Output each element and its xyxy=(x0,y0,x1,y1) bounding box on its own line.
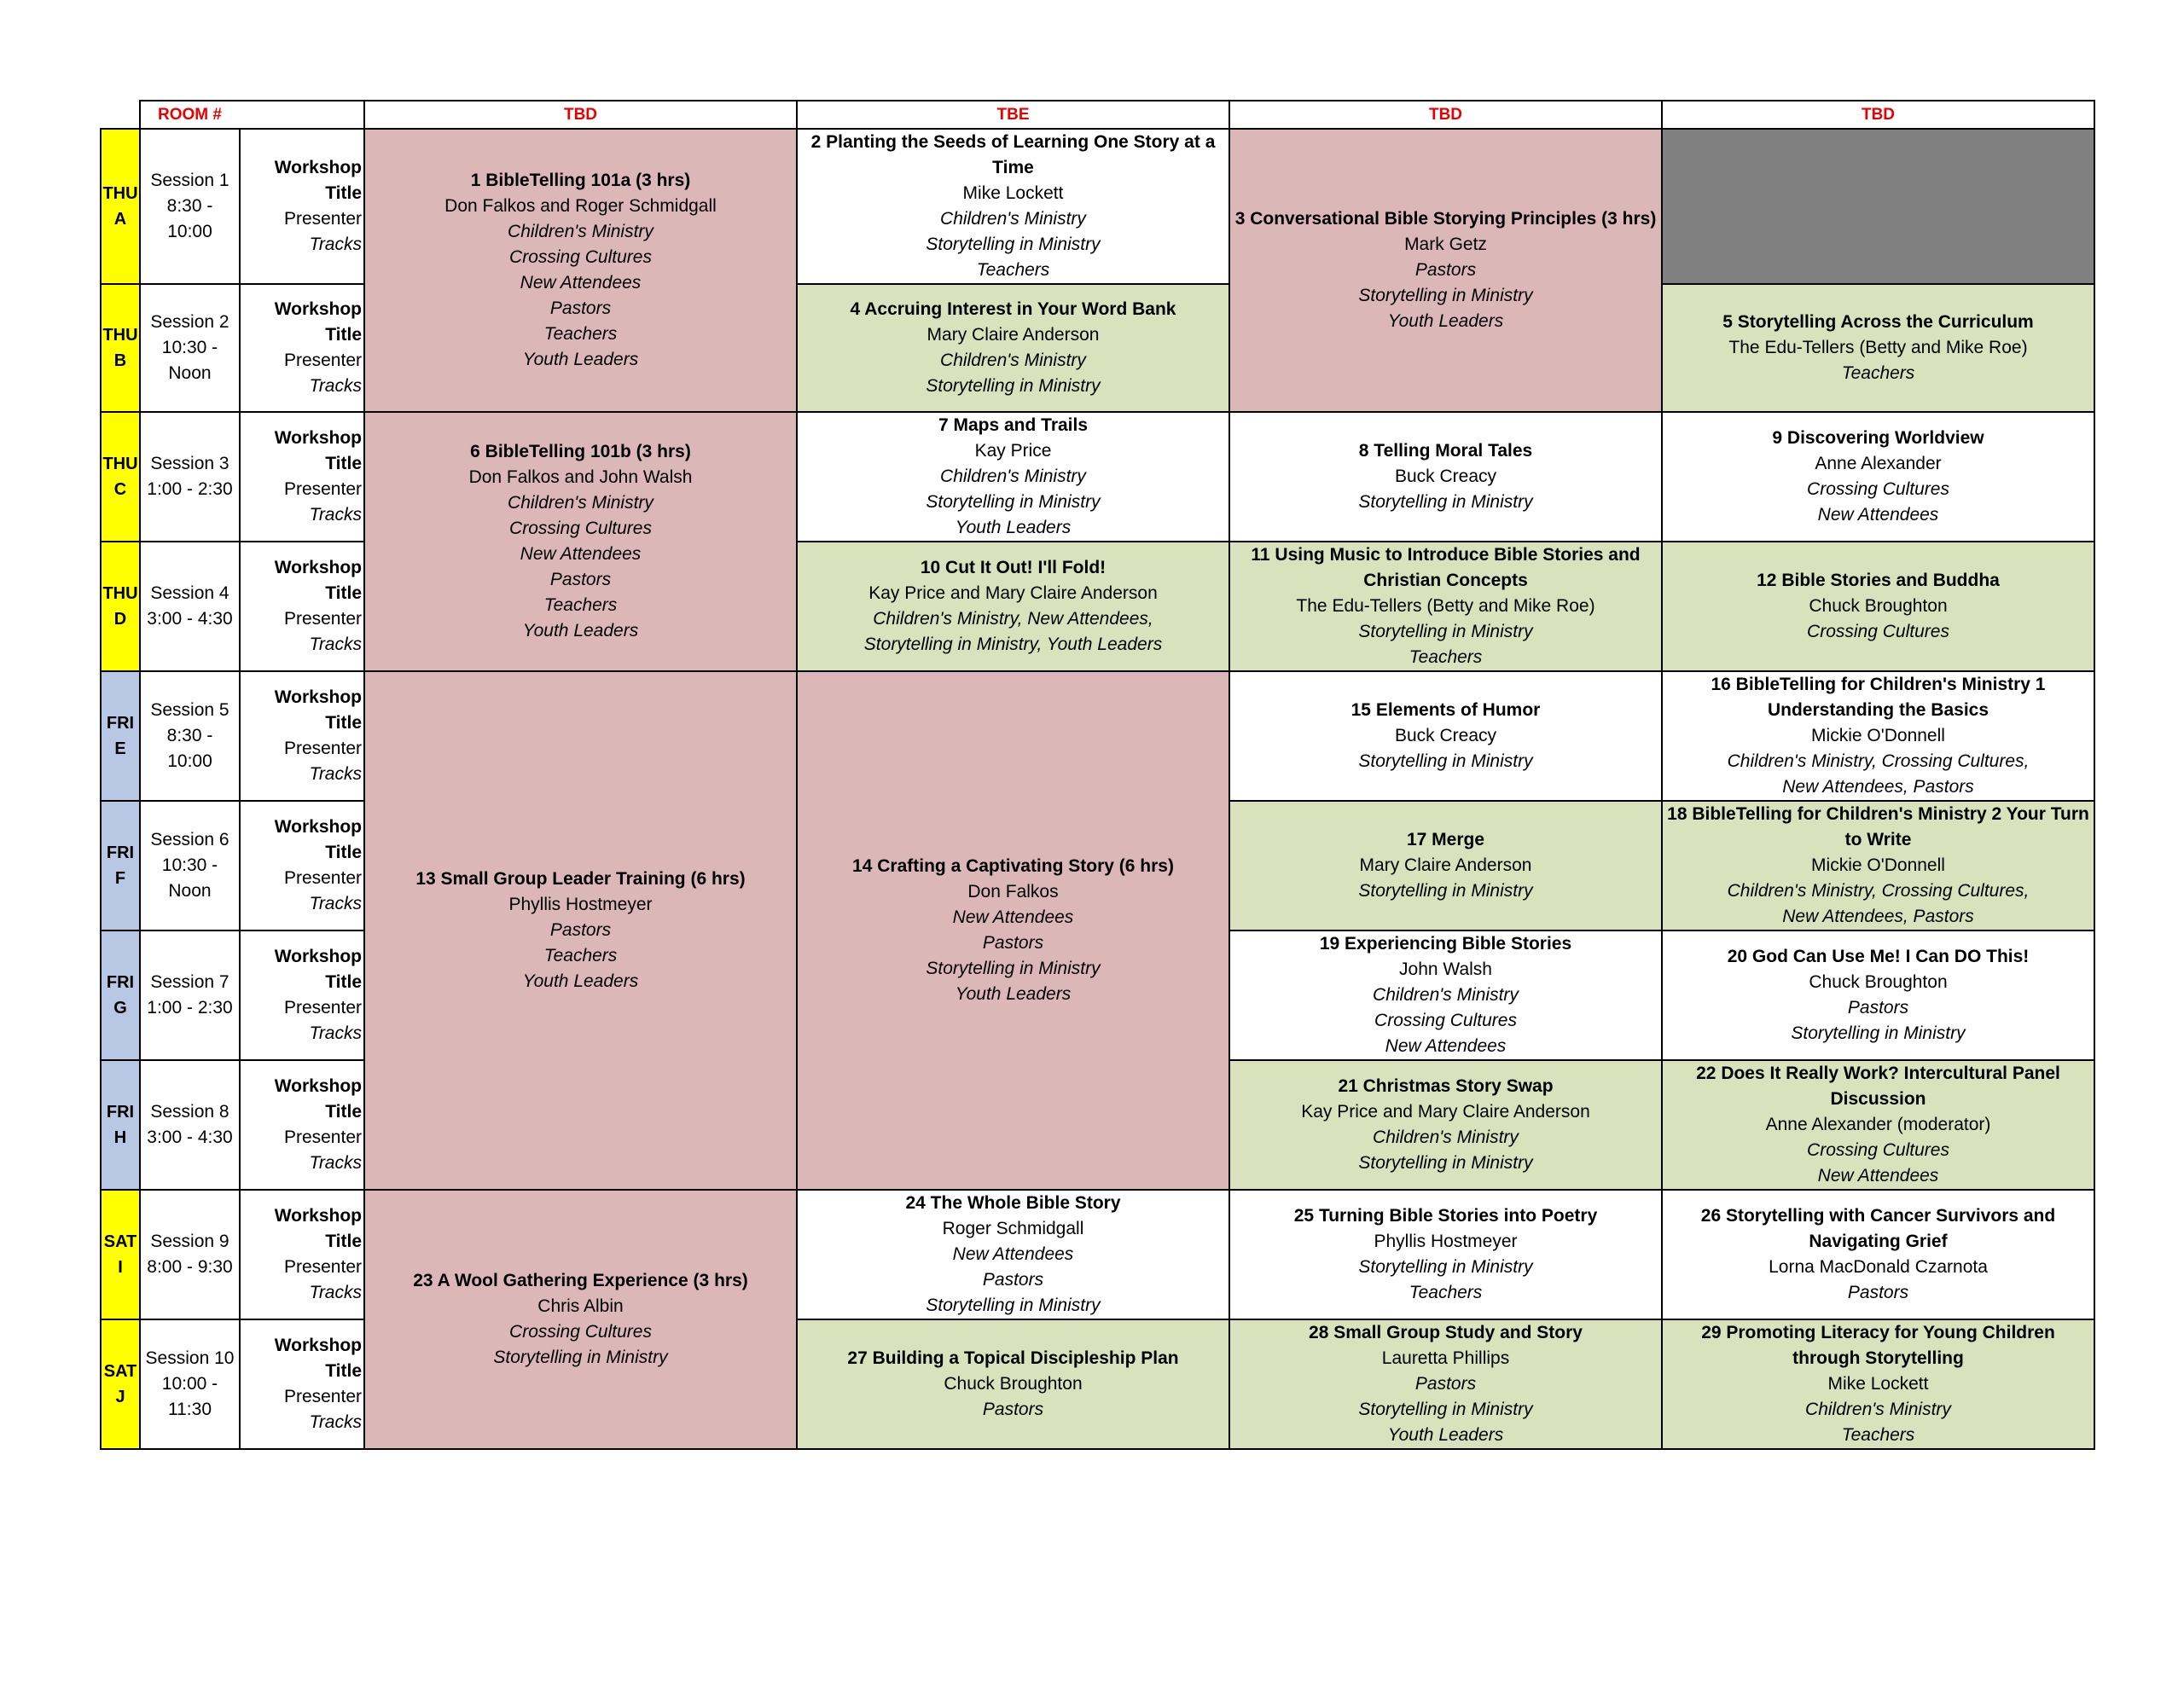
label-tracks: Tracks xyxy=(309,376,362,396)
label-tracks: Tracks xyxy=(309,894,362,913)
slot-letter: H xyxy=(113,1128,127,1147)
workshop-track: Storytelling in Ministry xyxy=(1358,622,1533,641)
workshop-title: 2 Planting the Seeds of Learning One Story at a Time xyxy=(810,132,1216,177)
day-label: FRI xyxy=(106,1103,135,1122)
session-name: Session 2 xyxy=(150,312,229,332)
row-labels xyxy=(240,284,364,412)
day-label: THU xyxy=(102,326,138,345)
workshop-cell xyxy=(1229,1190,1662,1319)
label-tracks: Tracks xyxy=(309,1023,362,1043)
workshop-title: 18 BibleTelling for Children's Ministry 2 Your Turn to Write xyxy=(1667,804,2089,849)
slot-letter: D xyxy=(113,610,127,629)
row-labels xyxy=(240,129,364,284)
workshop-track: Storytelling in Ministry xyxy=(926,959,1101,978)
label-presenter: Presenter xyxy=(283,1128,362,1147)
schedule-table xyxy=(100,100,2095,1450)
day-cell xyxy=(101,129,140,284)
workshop-track: Storytelling in Ministry xyxy=(1358,881,1533,901)
workshop-title: 11 Using Music to Introduce Bible Stories and Christian Concepts xyxy=(1251,545,1641,590)
workshop-track: Children's Ministry xyxy=(1373,1128,1519,1147)
workshop-track: Children's Ministry xyxy=(940,351,1086,370)
workshop-track: Pastors xyxy=(1847,1283,1909,1302)
label-workshop: Workshop xyxy=(274,947,362,966)
label-tracks: Tracks xyxy=(309,1412,362,1432)
label-presenter: Presenter xyxy=(283,1257,362,1277)
workshop-presenter: Phyllis Hostmeyer xyxy=(508,895,653,914)
workshop-title: 21 Christmas Story Swap xyxy=(1338,1076,1554,1096)
workshop-presenter: Chuck Broughton xyxy=(1809,596,1948,616)
workshop-presenter: Anne Alexander xyxy=(1815,454,1942,473)
workshop-track: Teachers xyxy=(1409,647,1483,667)
label-tracks: Tracks xyxy=(309,235,362,254)
workshop-track: Crossing Cultures xyxy=(509,519,652,538)
session-time: 10:30 - xyxy=(161,855,218,875)
workshop-cell xyxy=(797,284,1229,412)
workshop-track: Storytelling in Ministry xyxy=(926,235,1101,254)
workshop-title: 7 Maps and Trails xyxy=(938,415,1089,435)
session-name: Session 1 xyxy=(150,171,229,190)
workshop-presenter: Don Falkos and John Walsh xyxy=(468,467,693,487)
label-workshop: Workshop xyxy=(274,428,362,448)
workshop-track: New Attendees xyxy=(1817,505,1939,525)
schedule-body xyxy=(101,101,2094,1449)
workshop-track: Teachers xyxy=(1841,363,1915,383)
workshop-presenter: Buck Creacy xyxy=(1394,467,1497,486)
row-labels xyxy=(240,542,364,671)
workshop-presenter: Chris Albin xyxy=(537,1296,624,1316)
slot-letter: E xyxy=(114,739,126,758)
session-time: 3:00 - 4:30 xyxy=(147,609,233,629)
workshop-title: 28 Small Group Study and Story xyxy=(1309,1323,1583,1342)
workshop-track: Crossing Cultures xyxy=(1807,1140,1949,1160)
workshop-track: Youth Leaders xyxy=(955,984,1072,1004)
day-cell xyxy=(101,542,140,671)
workshop-cell xyxy=(1229,801,1662,930)
workshop-track: Crossing Cultures xyxy=(509,1322,652,1342)
workshop-title: 15 Elements of Humor xyxy=(1350,700,1541,720)
session-time: 8:00 - 9:30 xyxy=(147,1257,233,1277)
label-workshop: Workshop xyxy=(274,558,362,577)
workshop-cell xyxy=(797,412,1229,542)
workshop-cell xyxy=(1662,671,2094,801)
workshop-track: Pastors xyxy=(549,570,612,589)
workshop-title: 9 Discovering Worldview xyxy=(1772,428,1984,448)
workshop-cell xyxy=(1662,930,2094,1060)
slot-letter: F xyxy=(114,869,126,888)
workshop-track: Storytelling in Ministry xyxy=(926,492,1101,512)
workshop-title: 4 Accruing Interest in Your Word Bank xyxy=(850,299,1176,319)
session-name: Session 6 xyxy=(150,830,229,849)
workshop-track: Teachers xyxy=(543,324,618,344)
slot-letter: C xyxy=(113,480,127,499)
row-labels xyxy=(240,1319,364,1449)
row-labels xyxy=(240,1190,364,1319)
workshop-title: 22 Does It Really Work? Intercultural Panel Discussion xyxy=(1696,1064,2060,1109)
slot-letter: J xyxy=(115,1388,125,1406)
workshop-title: 13 Small Group Leader Training (6 hrs) xyxy=(415,869,746,889)
workshop-track: New Attendees xyxy=(520,273,642,293)
workshop-cell xyxy=(1662,1060,2094,1190)
label-workshop: Workshop xyxy=(274,158,362,177)
workshop-title: 14 Crafting a Captivating Story (6 hrs) xyxy=(852,856,1174,876)
workshop-presenter: Roger Schmidgall xyxy=(942,1219,1084,1238)
workshop-track: New Attendees xyxy=(1817,1166,1939,1186)
workshop-presenter: The Edu-Tellers (Betty and Mike Roe) xyxy=(1296,596,1595,616)
session-cell xyxy=(140,930,240,1060)
day-label: FRI xyxy=(106,844,135,862)
workshop-presenter: Kay Price xyxy=(974,441,1052,461)
workshop-cell xyxy=(797,542,1229,671)
header-row xyxy=(101,101,2094,129)
workshop-track: Pastors xyxy=(982,1400,1044,1419)
workshop-cell xyxy=(364,129,797,412)
workshop-presenter: Kay Price and Mary Claire Anderson xyxy=(868,583,1158,603)
workshop-track: Storytelling in Ministry xyxy=(1791,1023,1966,1043)
session-time-end: Noon xyxy=(168,881,212,901)
room-number-header xyxy=(140,101,364,129)
header-corner xyxy=(101,101,140,129)
room-number-label: ROOM # xyxy=(158,106,222,124)
empty-slot xyxy=(1662,129,2094,284)
session-time: 3:00 - 4:30 xyxy=(147,1128,233,1147)
workshop-track: New Attendees xyxy=(952,907,1074,927)
workshop-track: Storytelling in Ministry xyxy=(926,376,1101,396)
workshop-track: Youth Leaders xyxy=(955,518,1072,537)
workshop-track: Teachers xyxy=(543,595,618,615)
session-cell xyxy=(140,284,240,412)
day-label: THU xyxy=(102,455,138,473)
workshop-cell xyxy=(1662,284,2094,412)
workshop-track: New Attendees xyxy=(952,1244,1074,1264)
day-label: THU xyxy=(102,584,138,603)
slot-letter: B xyxy=(113,351,127,370)
label-presenter: Presenter xyxy=(283,998,362,1017)
label-tracks: Tracks xyxy=(309,1283,362,1302)
session-name: Session 10 xyxy=(145,1348,235,1368)
workshop-cell xyxy=(364,671,797,1190)
workshop-title: 19 Experiencing Bible Stories xyxy=(1319,934,1572,954)
session-row xyxy=(101,412,2094,542)
slot-letter: G xyxy=(113,999,127,1017)
workshop-cell xyxy=(797,1190,1229,1319)
session-time: 1:00 - 2:30 xyxy=(147,998,233,1017)
workshop-title: 24 The Whole Bible Story xyxy=(905,1193,1121,1213)
workshop-track: Pastors xyxy=(549,299,612,318)
workshop-title: 10 Cut It Out! I'll Fold! xyxy=(920,558,1107,577)
workshop-track: Youth Leaders xyxy=(522,971,639,991)
workshop-track: Children's Ministry, Crossing Cultures, xyxy=(1727,751,2030,771)
workshop-presenter: Chuck Broughton xyxy=(1809,972,1948,992)
workshop-track: Crossing Cultures xyxy=(509,247,652,267)
row-labels xyxy=(240,801,364,930)
workshop-presenter: Kay Price and Mary Claire Anderson xyxy=(1301,1102,1590,1122)
workshop-cell xyxy=(1229,542,1662,671)
workshop-track: Youth Leaders xyxy=(522,621,639,641)
label-workshop: Workshop xyxy=(274,1076,362,1096)
session-time-end: Noon xyxy=(168,363,212,383)
workshop-track: Children's Ministry xyxy=(1373,985,1519,1005)
session-cell xyxy=(140,801,240,930)
workshop-presenter: Mark Getz xyxy=(1404,235,1487,254)
workshop-cell xyxy=(1229,930,1662,1060)
session-name: Session 7 xyxy=(150,972,229,992)
workshop-track: Storytelling in Ministry xyxy=(1358,751,1533,771)
label-title: Title xyxy=(325,1361,362,1381)
room-header-4 xyxy=(1662,101,2094,129)
workshop-track: Storytelling in Ministry xyxy=(926,1296,1101,1315)
session-name: Session 8 xyxy=(150,1102,229,1122)
day-cell xyxy=(101,1319,140,1449)
workshop-track: Storytelling in Ministry, Youth Leaders xyxy=(863,635,1163,654)
session-cell xyxy=(140,671,240,801)
workshop-track: Pastors xyxy=(982,933,1044,953)
workshop-track: Children's Ministry xyxy=(940,209,1086,229)
day-label: SAT xyxy=(103,1232,137,1251)
workshop-track: Pastors xyxy=(1847,998,1909,1017)
workshop-title: 23 A Wool Gathering Experience (3 hrs) xyxy=(413,1271,748,1290)
workshop-presenter: The Edu-Tellers (Betty and Mike Roe) xyxy=(1728,338,2028,357)
label-title: Title xyxy=(325,325,362,345)
workshop-track: Children's Ministry xyxy=(508,222,653,241)
workshop-cell xyxy=(1229,671,1662,801)
row-labels xyxy=(240,1060,364,1190)
workshop-track: Teachers xyxy=(1841,1425,1915,1445)
workshop-presenter: Mike Lockett xyxy=(1827,1374,1929,1394)
label-presenter: Presenter xyxy=(283,739,362,758)
slot-letter: I xyxy=(118,1258,123,1277)
workshop-cell xyxy=(1662,412,2094,542)
workshop-cell xyxy=(1229,1319,1662,1449)
workshop-track: Teachers xyxy=(543,946,618,965)
workshop-title: 29 Promoting Literacy for Young Children through Storytelling xyxy=(1701,1323,2055,1368)
session-name: Session 5 xyxy=(150,700,229,720)
workshop-track: Pastors xyxy=(982,1270,1044,1290)
workshop-title: 20 God Can Use Me! I Can DO This! xyxy=(1727,947,2030,966)
session-row xyxy=(101,671,2094,801)
session-name: Session 3 xyxy=(150,454,229,473)
workshop-presenter: Mary Claire Anderson xyxy=(1359,855,1532,875)
workshop-presenter: Lauretta Phillips xyxy=(1381,1348,1510,1368)
workshop-title: 27 Building a Topical Discipleship Plan xyxy=(847,1348,1179,1368)
workshop-track: Crossing Cultures xyxy=(1807,479,1949,499)
session-time: 8:30 - 10:00 xyxy=(166,726,213,771)
label-title: Title xyxy=(325,1102,362,1122)
label-workshop: Workshop xyxy=(274,687,362,707)
label-presenter: Presenter xyxy=(283,868,362,888)
day-label: THU xyxy=(102,184,138,203)
workshop-presenter: Lorna MacDonald Czarnota xyxy=(1769,1257,1988,1277)
room-header-label: TBD xyxy=(1861,106,1896,124)
room-header-label: TBD xyxy=(1428,106,1463,124)
label-title: Title xyxy=(325,183,362,203)
workshop-track: Crossing Cultures xyxy=(1807,622,1949,641)
slot-letter: A xyxy=(113,210,127,229)
session-cell xyxy=(140,412,240,542)
workshop-track: Storytelling in Ministry xyxy=(1358,1257,1533,1277)
workshop-title: 1 BibleTelling 101a (3 hrs) xyxy=(470,171,691,190)
day-cell xyxy=(101,284,140,412)
label-title: Title xyxy=(325,713,362,733)
room-header-label: TBD xyxy=(563,106,598,124)
label-presenter: Presenter xyxy=(283,609,362,629)
workshop-track: Storytelling in Ministry xyxy=(1358,1153,1533,1173)
label-workshop: Workshop xyxy=(274,817,362,837)
workshop-title: 12 Bible Stories and Buddha xyxy=(1757,571,2000,590)
day-cell xyxy=(101,930,140,1060)
workshop-presenter: Mary Claire Anderson xyxy=(926,325,1100,345)
workshop-presenter: Mickie O'Donnell xyxy=(1811,726,1945,745)
session-time: 1:00 - 2:30 xyxy=(147,479,233,499)
workshop-cell xyxy=(797,1319,1229,1449)
workshop-track: Children's Ministry, New Attendees, xyxy=(873,609,1153,629)
label-title: Title xyxy=(325,972,362,992)
workshop-title: 6 BibleTelling 101b (3 hrs) xyxy=(470,442,691,461)
workshop-cell xyxy=(1662,1190,2094,1319)
workshop-track: New Attendees xyxy=(1385,1036,1507,1056)
workshop-track: Teachers xyxy=(976,260,1050,280)
workshop-track: Pastors xyxy=(1414,1374,1477,1394)
workshop-track: Pastors xyxy=(1414,260,1477,280)
workshop-title: 17 Merge xyxy=(1406,830,1485,849)
session-name: Session 4 xyxy=(150,583,229,603)
workshop-cell xyxy=(797,671,1229,1190)
workshop-track: Teachers xyxy=(1409,1283,1483,1302)
session-time: 10:00 - xyxy=(161,1374,218,1394)
session-cell xyxy=(140,542,240,671)
workshop-track: Storytelling in Ministry xyxy=(493,1348,668,1367)
workshop-presenter: Buck Creacy xyxy=(1394,726,1497,745)
label-workshop: Workshop xyxy=(274,299,362,319)
session-name: Session 9 xyxy=(150,1232,229,1251)
workshop-track: Storytelling in Ministry xyxy=(1358,286,1533,305)
workshop-cell xyxy=(1662,801,2094,930)
session-time: 10:30 - xyxy=(161,338,218,357)
workshop-track: New Attendees, Pastors xyxy=(1782,777,1974,797)
room-header-1 xyxy=(364,101,797,129)
workshop-track: Storytelling in Ministry xyxy=(1358,492,1533,512)
workshop-track: Children's Ministry, Crossing Cultures, xyxy=(1727,881,2030,901)
day-cell xyxy=(101,1190,140,1319)
label-title: Title xyxy=(325,583,362,603)
session-cell xyxy=(140,129,240,284)
workshop-track: Youth Leaders xyxy=(522,350,639,369)
workshop-title: 26 Storytelling with Cancer Survivors and Navigating Grief xyxy=(1700,1206,2056,1251)
workshop-cell xyxy=(1229,412,1662,542)
workshop-presenter: John Walsh xyxy=(1399,959,1492,979)
label-tracks: Tracks xyxy=(309,1153,362,1173)
day-label: SAT xyxy=(103,1362,137,1381)
day-cell xyxy=(101,412,140,542)
workshop-cell xyxy=(1662,542,2094,671)
row-labels xyxy=(240,930,364,1060)
label-title: Title xyxy=(325,454,362,473)
label-presenter: Presenter xyxy=(283,351,362,370)
workshop-track: Children's Ministry xyxy=(940,467,1086,486)
workshop-title: 25 Turning Bible Stories into Poetry xyxy=(1293,1206,1598,1226)
workshop-cell xyxy=(364,1190,797,1449)
label-workshop: Workshop xyxy=(274,1206,362,1226)
row-labels xyxy=(240,412,364,542)
label-title: Title xyxy=(325,843,362,862)
row-labels xyxy=(240,671,364,801)
day-label: FRI xyxy=(106,714,135,733)
label-tracks: Tracks xyxy=(309,635,362,654)
room-header-label: TBE xyxy=(996,106,1030,124)
session-row xyxy=(101,1190,2094,1319)
room-header-3 xyxy=(1229,101,1662,129)
label-presenter: Presenter xyxy=(283,209,362,229)
day-cell xyxy=(101,801,140,930)
workshop-cell xyxy=(364,412,797,671)
workshop-presenter: Don Falkos xyxy=(967,882,1059,901)
label-tracks: Tracks xyxy=(309,764,362,784)
workshop-track: Crossing Cultures xyxy=(1374,1011,1517,1030)
label-presenter: Presenter xyxy=(283,1387,362,1406)
workshop-track: Children's Ministry xyxy=(1805,1400,1951,1419)
workshop-track: Storytelling in Ministry xyxy=(1358,1400,1533,1419)
room-header-2 xyxy=(797,101,1229,129)
session-time-end: 11:30 xyxy=(168,1400,212,1419)
workshop-track: Pastors xyxy=(549,920,612,940)
workshop-cell xyxy=(1229,1060,1662,1190)
workshop-presenter: Chuck Broughton xyxy=(944,1374,1083,1394)
session-cell xyxy=(140,1060,240,1190)
session-time: 8:30 - 10:00 xyxy=(166,196,213,241)
workshop-presenter: Don Falkos and Roger Schmidgall xyxy=(444,196,717,216)
session-cell xyxy=(140,1319,240,1449)
label-tracks: Tracks xyxy=(309,505,362,525)
session-row xyxy=(101,129,2094,284)
workshop-title: 5 Storytelling Across the Curriculum xyxy=(1722,312,2034,332)
workshop-presenter: Phyllis Hostmeyer xyxy=(1374,1232,1518,1251)
workshop-presenter: Mickie O'Donnell xyxy=(1811,855,1945,875)
day-label: FRI xyxy=(106,973,135,992)
workshop-title: 8 Telling Moral Tales xyxy=(1358,441,1533,461)
workshop-cell xyxy=(1662,1319,2094,1449)
label-workshop: Workshop xyxy=(274,1336,362,1355)
session-cell xyxy=(140,1190,240,1319)
workshop-title: 3 Conversational Bible Storying Principles (3 hrs) xyxy=(1234,209,1657,229)
label-presenter: Presenter xyxy=(283,479,362,499)
workshop-title: 16 BibleTelling for Children's Ministry 1 Understanding the Basics xyxy=(1711,675,2046,720)
workshop-cell xyxy=(797,129,1229,284)
workshop-track: Children's Ministry xyxy=(508,493,653,513)
workshop-track: Youth Leaders xyxy=(1387,1425,1504,1445)
workshop-track: Youth Leaders xyxy=(1387,311,1504,331)
workshop-track: New Attendees, Pastors xyxy=(1782,907,1974,926)
day-cell xyxy=(101,1060,140,1190)
workshop-cell xyxy=(1229,129,1662,412)
day-cell xyxy=(101,671,140,801)
workshop-presenter: Anne Alexander (moderator) xyxy=(1765,1115,1991,1134)
workshop-track: New Attendees xyxy=(520,544,642,564)
label-title: Title xyxy=(325,1232,362,1251)
workshop-presenter: Mike Lockett xyxy=(962,183,1064,203)
